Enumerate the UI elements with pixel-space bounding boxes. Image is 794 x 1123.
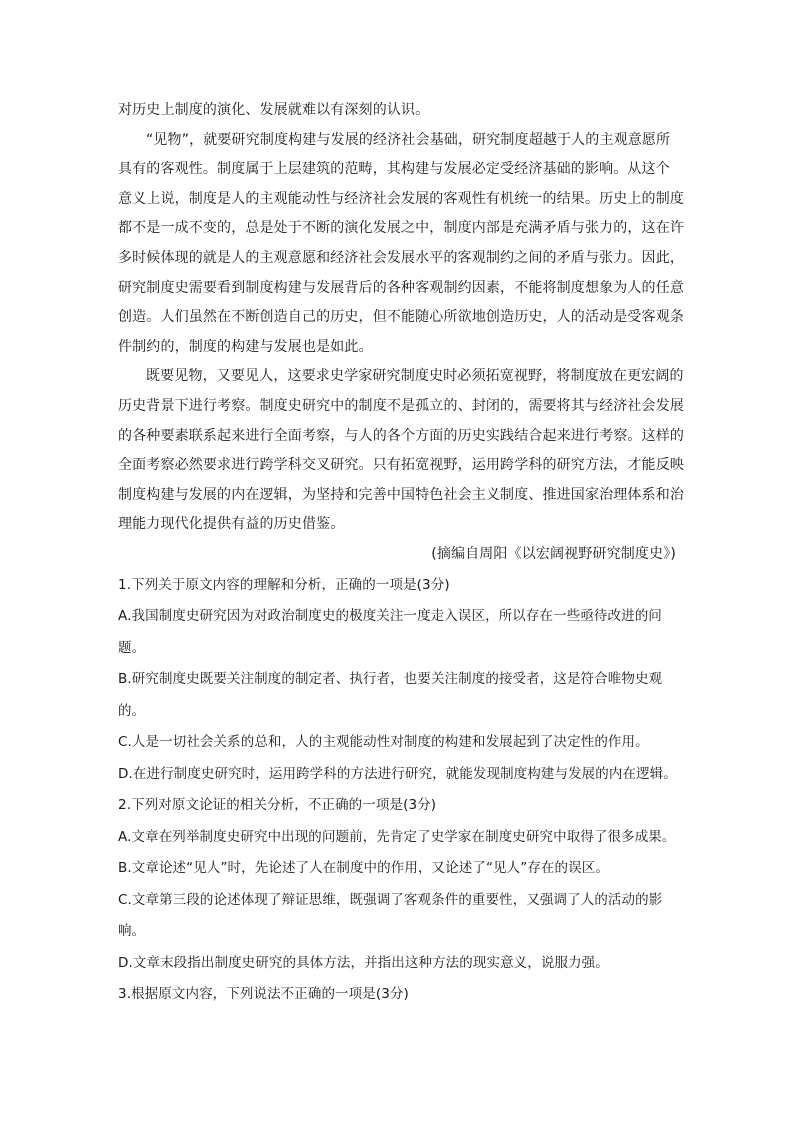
passage-line: 都不是一成不变的，总是处于不断的演化发展之中，制度内部是充满矛盾与张力的，这在许 <box>118 220 684 237</box>
question-option: B.研究制度史既要关注制度的制定者、执行者，也要关注制度的接受者，这是符合唯物史观 <box>118 671 663 687</box>
passage-line: 全面考察必然要求进行跨学科交叉研究。只有拓宽视野，运用跨学科的研究方法，才能反映 <box>118 457 684 474</box>
question-option: A.我国制度史研究因为对政治制度史的极度关注一度走入误区，所以存在一些亟待改进的问 <box>118 608 662 624</box>
question-option: A.文章在列举制度史研究中出现的问题前，先肯定了史学家在制度史研究中取得了很多成果。 <box>118 828 676 845</box>
passage-line: 创造。人们虽然在不断创造自己的历史，但不能随心所欲地创造历史，人的活动是受客观条 <box>118 309 684 326</box>
question-option: D.在进行制度史研究时，运用跨学科的方法进行研究，就能发现制度构建与发展的内在逻辑。 <box>118 765 677 782</box>
question-stem: 1.下列关于原文内容的理解和分析，正确的一项是(3分) <box>118 576 450 593</box>
passage-line: 对历史上制度的演化、发展就难以有深刻的认识。 <box>118 102 430 118</box>
passage-line: 的各种要素联系起来进行全面考察，与人的各个方面的历史实践结合起来进行考察。这样的 <box>118 427 684 444</box>
passage-line: “见物”，就要研究制度构建与发展的经济社会基础，研究制度超越于人的主观意愿所 <box>146 131 671 148</box>
passage-line: 既要见物，又要见人，这要求史学家研究制度史时必须拓宽视野，将制度放在更宏阔的 <box>146 368 684 385</box>
passage-line: 历史背景下进行考察。制度史研究中的制度不是孤立的、封闭的，需要将其与经济社会发展 <box>118 397 684 414</box>
question-option-continued: 题。 <box>118 639 146 656</box>
passage-line: 意义上说，制度是人的主观能动性与经济社会发展的客观性有机统一的结果。历史上的制度 <box>118 190 684 207</box>
passage-line: 制度构建与发展的内在逻辑，为坚持和完善中国特色社会主义制度、推进国家治理体系和治 <box>118 486 684 503</box>
passage-line: 多时候体现的就是人的主观意愿和经济社会发展水平的客观制约之间的矛盾与张力。因此， <box>118 249 684 266</box>
question-stem: 2.下列对原文论证的相关分析，不正确的一项是(3分) <box>118 797 437 813</box>
passage-line: 理能力现代化提供有益的历史借鉴。 <box>118 516 345 533</box>
question-option: B.文章论述“见人”时，先论述了人在制度中的作用，又论述了“见人”存在的误区。 <box>118 860 609 876</box>
question-stem: 3.根据原文内容，下列说法不正确的一项是(3分) <box>118 986 409 1002</box>
document-page <box>118 96 684 1011</box>
question-option: D.文章末段指出制度史研究的具体方法，并指出这种方法的现实意义，说服力强。 <box>118 954 609 971</box>
question-option-continued: 响。 <box>118 923 146 939</box>
question-option: C.人是一切社会关系的总和，人的主观能动性对制度的构建和发展起到了决定性的作用。 <box>118 734 649 750</box>
passage-line: 件制约的，制度的构建与发展也是如此。 <box>118 338 373 355</box>
question-option: C.文章第三段的论述体现了辩证思维，既强调了客观条件的重要性，又强调了人的活动的影 <box>118 891 663 908</box>
question-option-continued: 的。 <box>118 702 146 719</box>
passage-line: 研究制度史需要看到制度构建与发展背后的各种客观制约因素，不能将制度想象为人的任意 <box>118 279 684 296</box>
passage-source: (摘编自周阳《以宏阔视野研究制度史》) <box>431 545 676 562</box>
passage-line: 具有的客观性。制度属于上层建筑的范畴，其构建与发展必定受经济基础的影响。从这个 <box>118 161 670 178</box>
